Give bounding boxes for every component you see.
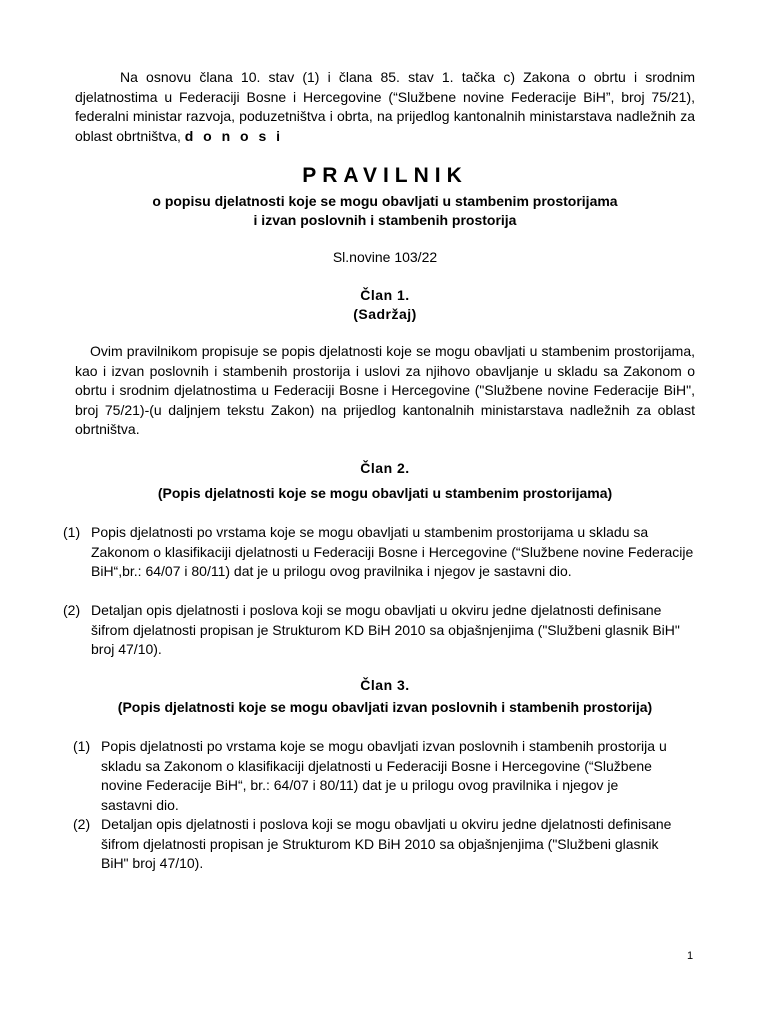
intro-donosi: d o n o s i xyxy=(184,127,284,144)
clan2-heading: Član 2. xyxy=(360,460,410,476)
intro-text: Na osnovu člana 10. stav (1) i člana 85. stav 1. tačka c) Zakona o obrtu i srodnim djelatnostima u Federaciji Bosne i Hercegovine (“Službene novine Federacije BiH”, broj 75/21), federalni ministar razvoja, poduzetništva i obrta, na prijedlog kantonalnih ministarstava nadležnih za oblast obrtništva, xyxy=(75,69,695,144)
clan3-item-2-text: Detaljan opis djelatnosti i poslova koji se mogu obavljati u okviru jedne djelatnosti definisane šifrom djelatnosti propisan je Strukturom KD BiH 2010 sa objašnjenjima ("Službeni glasnik BiH" broj 47/10). xyxy=(101,816,672,871)
gazette-reference: Sl.novine 103/22 xyxy=(332,249,438,265)
document-title: PRAVILNIK xyxy=(302,164,468,187)
clan2-item-2-text: Detaljan opis djelatnosti i poslova koji se mogu obavljati u okviru jedne djelatnosti definisane šifrom djelatnosti propisan je Strukturom KD BiH 2010 sa objašnjenjima ("Službeni glasnik BiH" broj 47/10). xyxy=(91,602,680,657)
clan2-item-1 xyxy=(63,523,695,582)
clan2-item-1-number: (1) xyxy=(63,524,81,540)
clan3-item-1 xyxy=(73,737,673,815)
clan2-item-1-text xyxy=(63,523,695,582)
clan3-item-2 xyxy=(73,815,673,874)
document-subtitle-line-2: i izvan poslovnih i stambenih prostorija xyxy=(253,212,517,228)
clan1-text: Ovim pravilnikom propisuje se popis djelatnosti koje se mogu obavljati u stambenim prostorijama, kao i izvan poslovnih i stambenih prostorija i uslovi za njihovo obavljanje u skladu sa Zakonom o obrtu i srodnim djelatnostima u Federaciji Bosne i Hercegovine ("Službene novine Federacije BiH", broj 75/21)-(u daljnjem tekstu Zakon) na prijedlog kantonalnih ministarstava nadležnih za oblast obrtništva. xyxy=(75,343,695,437)
document-subtitle-line-1: o popisu djelatnosti koje se mogu obavljati u stambenim prostorijama xyxy=(152,193,618,209)
clan2-item-1-body: Popis djelatnosti po vrstama koje se mogu obavljati u stambenim prostorijama u skladu sa Zakonom o klasifikaciji djelatnosti u Federaciji Bosne i Hercegovine (“Službene novine Federacije BiH“,br.: 64/07 i 80/11) dat je u prilogu ovog pravilnika i njegov je sastavni dio. xyxy=(91,524,694,579)
page-number: 1 xyxy=(687,950,694,962)
clan3-item-2-number: (2) xyxy=(73,816,91,832)
clan1-paragraph xyxy=(75,342,695,440)
clan1-subheading: (Sadržaj) xyxy=(353,306,417,322)
clan2-item-2-number: (2) xyxy=(63,602,81,618)
clan3-item-1-text: Popis djelatnosti po vrstama koje se mogu obavljati izvan poslovnih i stambenih prostorija u skladu sa Zakonom o klasifikaciji djelatnosti u Federaciji Bosne i Hercegovine (“Službene novine Federacije BiH“, br.: 64/07 i 80/11) dat je u prilogu ovog pravilnika i njegov je sastavni dio. xyxy=(101,738,667,813)
clan2-subheading: (Popis djelatnosti koje se mogu obavljati u stambenim prostorijama) xyxy=(157,485,613,501)
clan1-heading: Član 1. xyxy=(360,287,410,303)
intro-paragraph xyxy=(75,68,695,146)
clan2-item-2 xyxy=(63,601,695,660)
clan3-heading: Član 3. xyxy=(360,677,410,693)
clan3-subheading: (Popis djelatnosti koje se mogu obavljati izvan poslovnih i stambenih prostorija) xyxy=(117,699,653,715)
clan3-item-1-number: (1) xyxy=(73,738,91,754)
